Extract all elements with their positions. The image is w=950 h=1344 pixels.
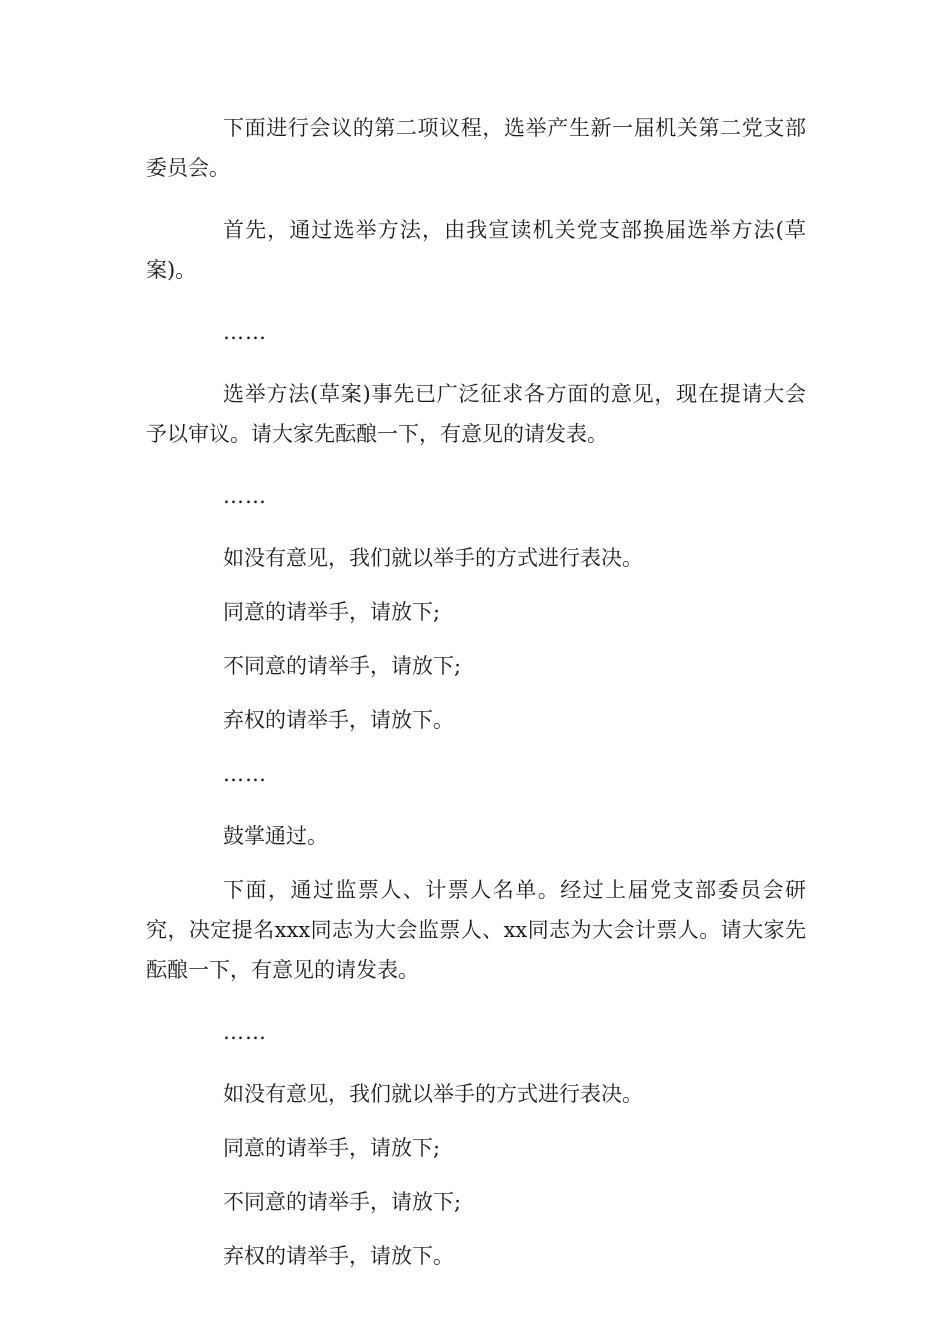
paragraph-method-review: 选举方法(草案)事先已广泛征求各方面的意见，现在提请大会予以审议。请大家先酝酿一下，有意见的请发表。 xyxy=(146,382,806,446)
paragraph-read-election-method: 首先，通过选举方法，由我宣读机关党支部换届选举方法(草案)。 xyxy=(146,218,806,282)
paragraph-agree: 同意的请举手，请放下; xyxy=(223,1136,441,1160)
paragraph-vote-by-hands: 如没有意见，我们就以举手的方式进行表决。 xyxy=(223,546,643,570)
paragraph-applause-passed: 鼓掌通过。 xyxy=(223,824,328,848)
paragraph-vote-by-hands: 如没有意见，我们就以举手的方式进行表决。 xyxy=(223,1082,643,1106)
paragraph-scrutineers: 下面，通过监票人、计票人名单。经过上届党支部委员会研究，决定提名xxx同志为大会监票人、xx同志为大会计票人。请大家先酝酿一下，有意见的请发表。 xyxy=(146,878,806,982)
paragraph-abstain: 弃权的请举手，请放下。 xyxy=(223,708,454,732)
paragraph-abstain: 弃权的请举手，请放下。 xyxy=(223,1244,454,1268)
paragraph-disagree: 不同意的请举手，请放下; xyxy=(223,1190,462,1214)
ellipsis: …… xyxy=(223,320,267,344)
paragraph-agenda-item-two: 下面进行会议的第二项议程，选举产生新一届机关第二党支部委员会。 xyxy=(146,116,806,180)
paragraph-agree: 同意的请举手，请放下; xyxy=(223,600,441,624)
paragraph-disagree: 不同意的请举手，请放下; xyxy=(223,654,462,678)
document-body xyxy=(146,108,806,1290)
ellipsis: …… xyxy=(223,484,267,508)
ellipsis: …… xyxy=(223,1020,267,1044)
ellipsis: …… xyxy=(223,762,267,786)
